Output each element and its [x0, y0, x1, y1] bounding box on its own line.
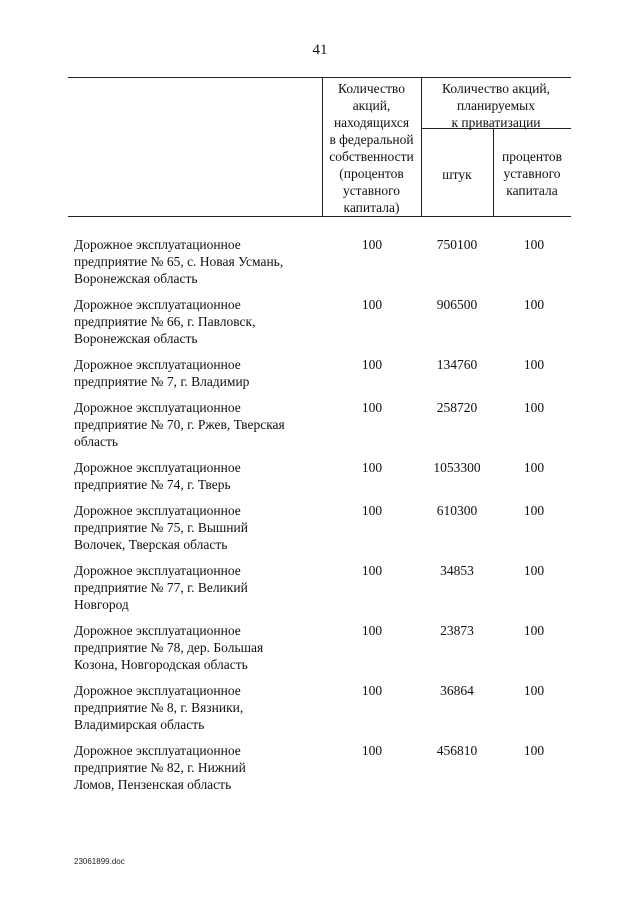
shares-count: 456810 [436, 743, 478, 758]
header-federal-ownership [322, 80, 421, 216]
enterprise-name [74, 399, 312, 450]
enterprise-name-line: предприятие № 65, с. Новая Усмань, [74, 254, 284, 269]
federal-ownership-percent: 100 [361, 357, 383, 372]
table-row [74, 682, 574, 733]
enterprise-name-line: Дорожное эксплуатационное [74, 400, 241, 415]
header-charter-capital-percent-line: процентов [501, 149, 562, 164]
table-row [74, 399, 574, 450]
enterprise-name [74, 742, 312, 793]
enterprise-name-line: предприятие № 70, г. Ржев, Тверская [74, 417, 285, 432]
enterprise-name-line: Дорожное эксплуатационное [74, 357, 241, 372]
enterprise-name-line: Новгород [74, 597, 129, 612]
enterprise-name [74, 622, 312, 673]
enterprise-name-line: предприятие № 7, г. Владимир [74, 374, 250, 389]
federal-ownership-percent: 100 [361, 237, 383, 252]
enterprise-name-line: Воронежская область [74, 331, 198, 346]
charter-capital-percent: 100 [523, 237, 545, 252]
header-shares-count-line: штук [442, 167, 472, 182]
header-charter-capital-percent-line: уставного [503, 166, 561, 181]
header-federal-ownership-line: акций, [352, 98, 391, 113]
enterprise-name-line: Дорожное эксплуатационное [74, 297, 241, 312]
header-shares-count [421, 166, 493, 183]
enterprise-name [74, 236, 312, 287]
charter-capital-percent: 100 [523, 460, 545, 475]
enterprise-name-line: Дорожное эксплуатационное [74, 563, 241, 578]
header-charter-capital-percent [493, 148, 571, 199]
shares-count: 906500 [436, 297, 478, 312]
enterprise-name-line: Дорожное эксплуатационное [74, 743, 241, 758]
header-federal-ownership-line: Количество [338, 81, 405, 96]
enterprise-name-line: предприятие № 75, г. Вышний [74, 520, 248, 535]
charter-capital-percent: 100 [523, 563, 545, 578]
enterprise-name-line: Волочек, Тверская область [74, 537, 228, 552]
charter-capital-percent: 100 [523, 503, 545, 518]
table-body [74, 236, 574, 793]
federal-ownership-percent: 100 [361, 623, 383, 638]
enterprise-name-line: Владимирская область [74, 717, 205, 732]
enterprise-name-line: Дорожное эксплуатационное [74, 683, 241, 698]
header-planned-privatization [421, 80, 571, 131]
shares-count: 34853 [440, 563, 474, 578]
shares-count: 750100 [436, 237, 478, 252]
federal-ownership-percent: 100 [361, 460, 383, 475]
table-top-rule [68, 77, 571, 78]
shares-count: 23873 [440, 623, 474, 638]
header-federal-ownership-line: (процентов [339, 166, 404, 181]
charter-capital-percent: 100 [523, 683, 545, 698]
shares-count: 1053300 [433, 460, 481, 475]
table-row [74, 236, 574, 287]
enterprise-name [74, 502, 312, 553]
header-bottom-rule [68, 216, 571, 217]
federal-ownership-percent: 100 [361, 683, 383, 698]
table-row [74, 622, 574, 673]
enterprise-name-line: Дорожное эксплуатационное [74, 503, 241, 518]
federal-ownership-percent: 100 [361, 400, 383, 415]
shares-count: 610300 [436, 503, 478, 518]
page-number: 41 [312, 42, 328, 58]
charter-capital-percent: 100 [523, 623, 545, 638]
header-federal-ownership-line: собственности [329, 149, 414, 164]
enterprise-name-line: предприятие № 77, г. Великий [74, 580, 248, 595]
header-planned-privatization-line: к приватизации [451, 115, 541, 130]
header-federal-ownership-line: в федеральной [329, 132, 414, 147]
header-charter-capital-percent-line: капитала [506, 183, 558, 198]
enterprise-name [74, 562, 312, 613]
enterprise-name [74, 296, 312, 347]
enterprise-name-line: Дорожное эксплуатационное [74, 237, 241, 252]
charter-capital-percent: 100 [523, 357, 545, 372]
header-federal-ownership-line: уставного [342, 183, 401, 198]
table-row [74, 502, 574, 553]
charter-capital-percent: 100 [523, 743, 545, 758]
shares-count: 258720 [436, 400, 478, 415]
enterprise-name-line: Козона, Новгородская область [74, 657, 248, 672]
enterprise-name-line: предприятие № 8, г. Вязники, [74, 700, 244, 715]
enterprise-name-line: предприятие № 66, г. Павловск, [74, 314, 256, 329]
enterprise-name-line: Дорожное эксплуатационное [74, 460, 241, 475]
enterprise-name [74, 682, 312, 733]
enterprise-name-line: Дорожное эксплуатационное [74, 623, 241, 638]
shares-count: 134760 [436, 357, 478, 372]
table-row [74, 356, 574, 390]
document-filename: 23061899.doc [74, 857, 125, 866]
charter-capital-percent: 100 [523, 297, 545, 312]
enterprise-name-line: область [74, 434, 119, 449]
header-federal-ownership-line: находящихся [333, 115, 410, 130]
federal-ownership-percent: 100 [361, 503, 383, 518]
header-federal-ownership-line: капитала) [343, 200, 400, 215]
enterprise-name-line: предприятие № 74, г. Тверь [74, 477, 231, 492]
enterprise-name-line: Воронежская область [74, 271, 198, 286]
enterprise-name [74, 459, 312, 493]
federal-ownership-percent: 100 [361, 563, 383, 578]
charter-capital-percent: 100 [523, 400, 545, 415]
enterprise-name-line: предприятие № 78, дер. Большая [74, 640, 264, 655]
shares-count: 36864 [440, 683, 474, 698]
table-row [74, 459, 574, 493]
table-row [74, 562, 574, 613]
table-row [74, 296, 574, 347]
federal-ownership-percent: 100 [361, 297, 383, 312]
enterprise-name [74, 356, 312, 390]
federal-ownership-percent: 100 [361, 743, 383, 758]
enterprise-name-line: Ломов, Пензенская область [74, 777, 232, 792]
header-planned-privatization-line: Количество акций, [442, 81, 550, 96]
header-planned-privatization-line: планируемых [457, 98, 535, 113]
enterprise-name-line: предприятие № 82, г. Нижний [74, 760, 246, 775]
table-row [74, 742, 574, 793]
